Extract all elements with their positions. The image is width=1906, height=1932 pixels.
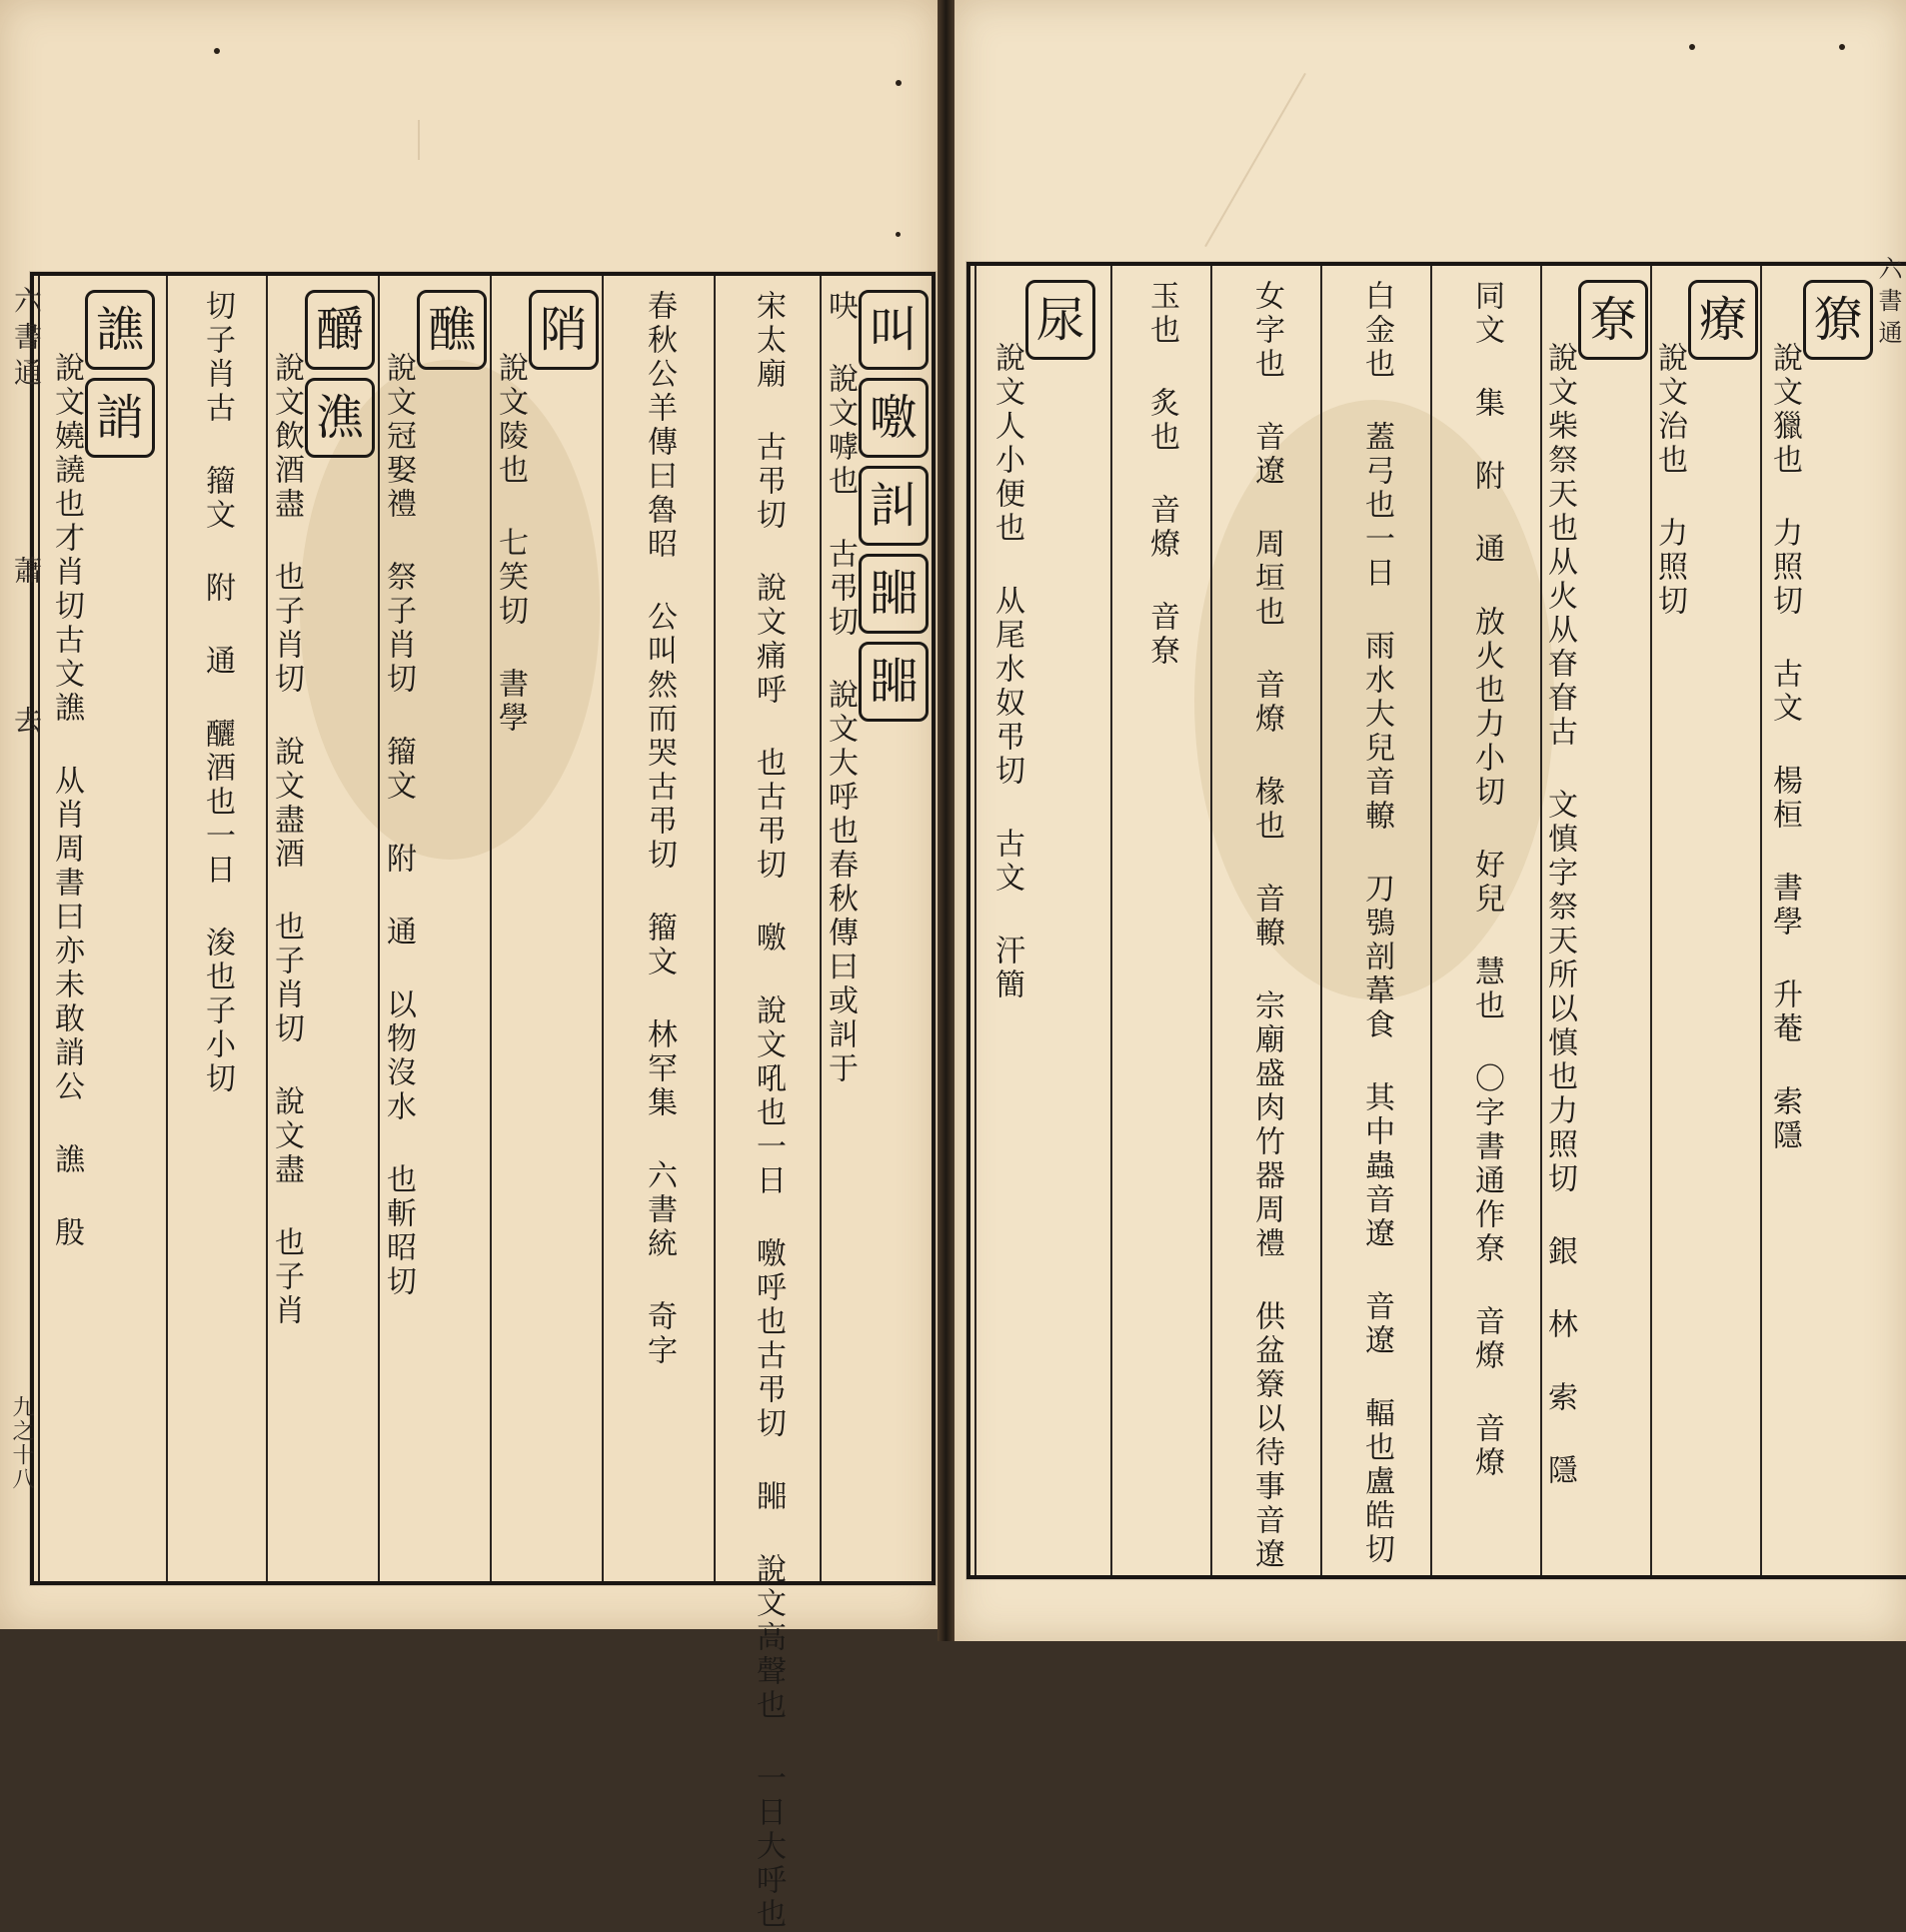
right-column-8: [974, 266, 1110, 1575]
left-column-4: [490, 276, 602, 1581]
entry-text: 女字也 音遼 周垣也 音燎 椽也 音轑 宗廟盛肉竹器周禮 供盆簝以待事音遼: [1249, 280, 1284, 1572]
headword-group: [417, 290, 487, 1581]
right-column-6: [1210, 266, 1320, 1575]
entry-text: 說文柴祭天也从火从眘眘古 文慎字祭天所以慎也力照切 銀 林 索 隱: [1542, 342, 1577, 1488]
headword-box: 誚: [85, 378, 155, 458]
right-page-frame: [966, 256, 1906, 1579]
left-column-5: [378, 276, 490, 1581]
entry-text: 說文飲酒盡 也子肖切 說文盡酒 也子肖切 說文盡 也子肖: [269, 352, 304, 1328]
headword-group: [1578, 280, 1648, 1575]
entry-text: 切子肖古 籀文 附 通 釃酒也一日 浚也子小切: [200, 290, 235, 1096]
headword-group: [85, 290, 155, 1581]
headword-box: 叫: [859, 290, 929, 370]
left-column-8: [38, 276, 166, 1581]
left-folio: 九之十八: [9, 1395, 34, 1491]
right-column-3: [1540, 266, 1650, 1575]
headword-group: [1688, 280, 1758, 1575]
entry-text: 宋太廟 古弔切 說文痛呼 也古弔切 噭 說文吼也一日 噭呼也古弔切 嘂 說文高聲也 一日大呼也: [751, 290, 786, 1932]
headword-box: 嘂: [859, 642, 929, 722]
entry-text: 吷 說文嘑也 古弔切 說文大呼也春秋傳曰或訆于: [823, 290, 858, 1086]
headword-group: [859, 290, 929, 1581]
right-column-4: [1430, 266, 1540, 1575]
headword-box: 尿: [1025, 280, 1095, 360]
entry-text: 說文陵也 七笑切 書學: [493, 352, 528, 736]
headword-box: 釂: [305, 290, 375, 370]
right-column-7: [1110, 266, 1210, 1575]
headword-group: [1025, 280, 1095, 1575]
left-column-6: [266, 276, 378, 1581]
headword-group: [1803, 280, 1873, 1575]
headword-box: 陗: [529, 290, 599, 370]
right-column-2: [1650, 266, 1760, 1575]
entry-text: 說文冠娶禮 祭子肖切 籀文 附 通 以物沒水 也斬昭切: [381, 352, 416, 1299]
entry-text: 玉也 炙也 音燎 音尞: [1144, 280, 1179, 669]
right-margin-title: 六書通: [1874, 256, 1902, 352]
entry-text: 說文治也 力照切: [1652, 342, 1687, 619]
headword-box: 獠: [1803, 280, 1873, 360]
headword-box: 醮: [417, 290, 487, 370]
right-page: [954, 0, 1906, 1641]
headword-box: 嘂: [859, 554, 929, 634]
left-margin-title: 六書通: [10, 286, 43, 394]
entry-text: 說文人小便也 从尾水奴弔切 古文 汗簡: [989, 342, 1024, 1002]
headword-group: [305, 290, 375, 1581]
headword-box: 療: [1688, 280, 1758, 360]
left-margin-section: 蕭: [10, 556, 43, 592]
left-page: [0, 0, 938, 1932]
headword-box: 訆: [859, 466, 929, 546]
entry-text: 白金也 蓋弓也一日 雨水大兒音轑 刀鴞剖葦食 其中蟲音遼 音遼 輻也盧皓切: [1359, 280, 1394, 1567]
left-column-3: [602, 276, 714, 1581]
left-column-7: [166, 276, 266, 1581]
book-gutter: [938, 0, 954, 1641]
entry-text: 春秋公羊傳曰魯昭 公叫然而哭古弔切 籀文 林罕集 六書統 奇字: [642, 290, 677, 1368]
right-column-1: [1760, 266, 1880, 1575]
left-column-2: [714, 276, 820, 1932]
headword-group: [529, 290, 599, 1581]
entry-text: 同文 集 附 通 放火也力小切 好兒 慧也 〇字書通作尞 音燎 音燎: [1469, 280, 1504, 1480]
entry-text: 說文嬈譊也才肖切古文譙 从肖周書曰亦未敢誚公 譙 殷: [49, 352, 84, 1250]
left-margin-tone: 去: [10, 706, 43, 742]
left-page-frame: [9, 272, 936, 1932]
headword-box: 譙: [85, 290, 155, 370]
headword-box: 潐: [305, 378, 375, 458]
left-column-1: [820, 276, 932, 1581]
headword-box: 噭: [859, 378, 929, 458]
right-column-5: [1320, 266, 1430, 1575]
headword-box: 尞: [1578, 280, 1648, 360]
entry-text: 說文獵也 力照切 古文 楊桓 書學 升菴 索隱: [1767, 342, 1802, 1153]
